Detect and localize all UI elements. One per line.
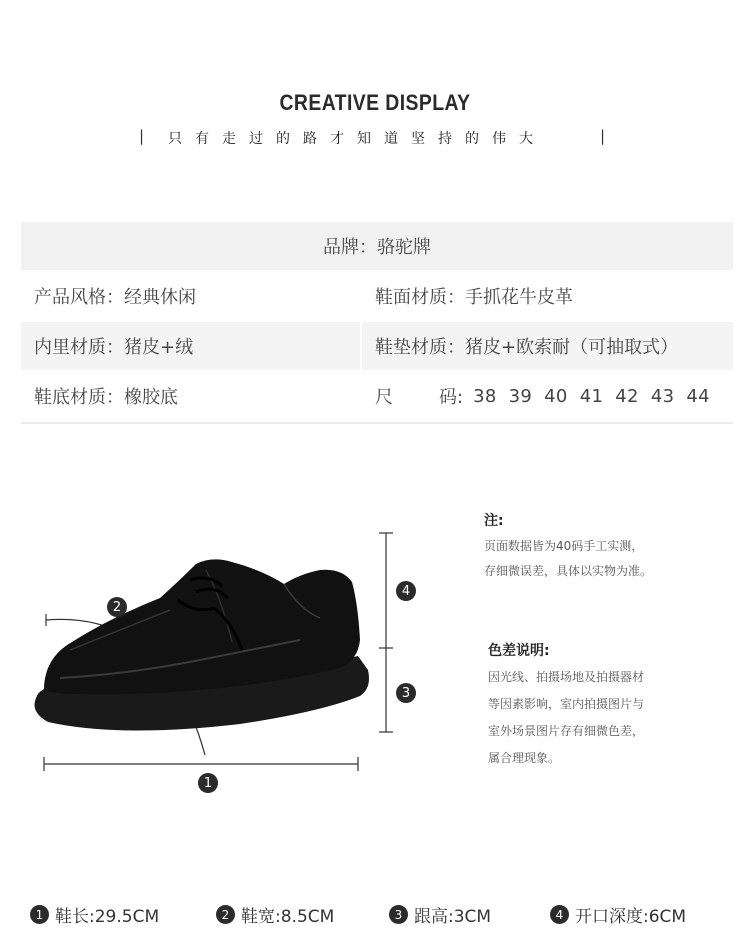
spec-row bbox=[21, 372, 733, 420]
spec-style: 产品风格：经典休闲 bbox=[21, 272, 360, 320]
spec-table bbox=[21, 222, 733, 424]
dimension-badge: 4 bbox=[550, 905, 569, 924]
section-title: CREATIVE DISPLAY bbox=[279, 90, 471, 115]
shoe-upper bbox=[44, 559, 360, 694]
dimension-label: 鞋宽:8.5CM bbox=[241, 907, 335, 927]
size-values: 38 39 40 41 42 43 44 bbox=[473, 385, 710, 407]
dimension-opening bbox=[550, 902, 686, 927]
dimension-width bbox=[216, 902, 334, 927]
spec-sizes bbox=[362, 372, 733, 420]
color-difference-note bbox=[488, 640, 728, 772]
spec-upper-material: 鞋面材质：手抓花牛皮革 bbox=[362, 272, 733, 320]
shoe-diagram bbox=[0, 500, 470, 820]
color-note-line: 室外场景图片存有细微色差， bbox=[488, 724, 645, 738]
spec-lining: 内里材质：猪皮+绒 bbox=[21, 322, 360, 370]
badge-1: 1 bbox=[198, 773, 218, 793]
dimension-label: 鞋长:29.5CM bbox=[55, 907, 160, 927]
dimension-label: 跟高:3CM bbox=[414, 907, 492, 927]
dimensions-bar bbox=[0, 902, 750, 930]
dimension-length bbox=[30, 902, 159, 927]
note-line: 页面数据皆为40码手工实测， bbox=[484, 539, 644, 553]
badge-3: 3 bbox=[396, 683, 416, 703]
shoe-illustration bbox=[0, 500, 470, 820]
color-note-title: 色差说明: bbox=[488, 643, 550, 659]
badge-4: 4 bbox=[396, 581, 416, 601]
dimension-badge: 3 bbox=[389, 905, 408, 924]
spec-row bbox=[21, 272, 733, 320]
badge-2: 2 bbox=[107, 597, 127, 617]
color-note-line: 属合理现象。 bbox=[488, 751, 561, 765]
dimension-badge: 1 bbox=[30, 905, 49, 924]
color-note-line: 因光线、拍摄场地及拍摄器材 bbox=[488, 670, 645, 684]
size-label-b: 码: bbox=[439, 387, 464, 408]
spec-insole: 鞋垫材质：猪皮+欧索耐（可抽取式） bbox=[362, 322, 733, 370]
note-line: 存细微误差，具体以实物为准。 bbox=[484, 564, 653, 578]
spec-sole: 鞋底材质：橡胶底 bbox=[21, 372, 360, 420]
measurement-note bbox=[484, 510, 724, 584]
slogan-bar-right: | bbox=[600, 127, 606, 145]
size-label-a: 尺 bbox=[375, 387, 393, 408]
dimension-heel bbox=[389, 902, 491, 927]
slogan-text: 只有走过的路才知道坚持的伟大 bbox=[168, 131, 546, 147]
spec-brand-row bbox=[21, 222, 733, 270]
dimension-label: 开口深度:6CM bbox=[575, 907, 687, 927]
spec-brand: 品牌：骆驼牌 bbox=[323, 237, 431, 258]
dimension-badge: 2 bbox=[216, 905, 235, 924]
slogan-bar-left: | bbox=[139, 127, 145, 145]
color-note-line: 等因素影响，室内拍摄图片与 bbox=[488, 697, 645, 711]
slogan-line bbox=[0, 127, 750, 147]
note-title: 注: bbox=[484, 513, 504, 529]
spec-row bbox=[21, 322, 733, 370]
